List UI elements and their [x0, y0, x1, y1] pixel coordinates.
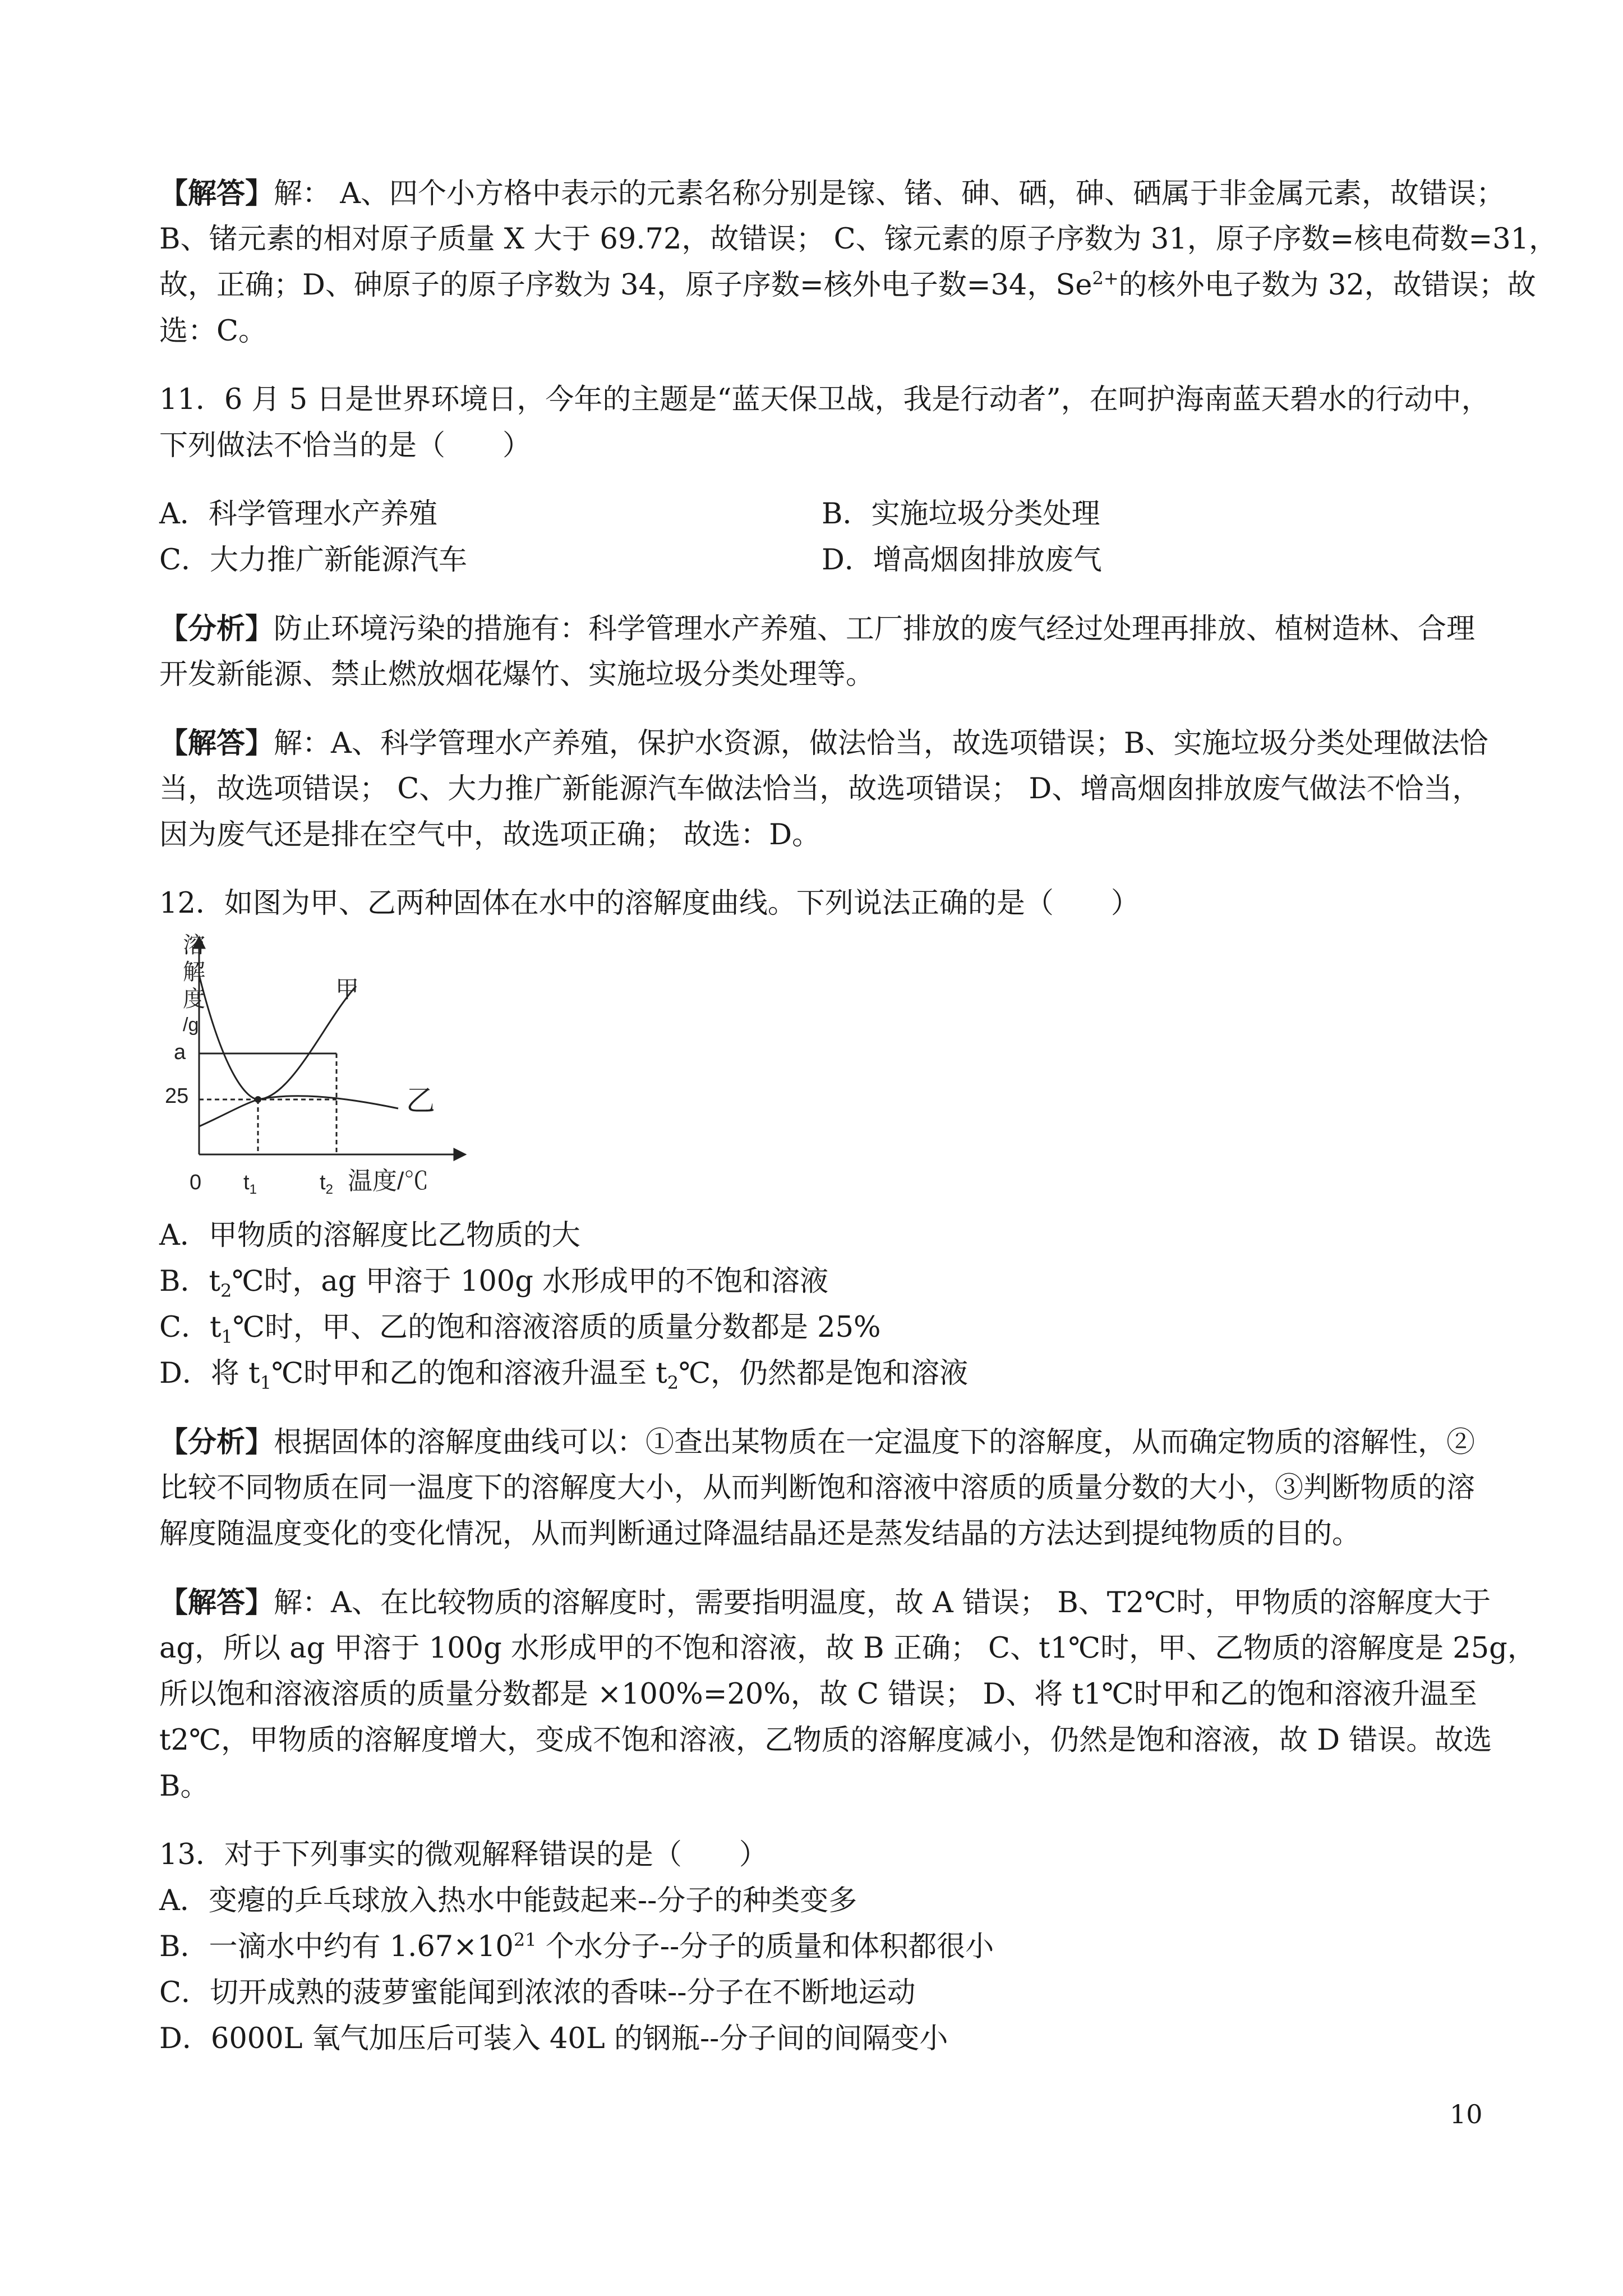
x-tick-label-t1: $t_1$	[243, 1171, 257, 1197]
q12-answer-line-5: B。	[159, 1770, 209, 1803]
q12-option-c: C．$t_1℃$时，甲、乙的饱和溶液溶质的质量分数都是 25%	[159, 1311, 881, 1348]
curve-jia	[199, 975, 356, 1099]
y-axis-label-unit: /g	[183, 1014, 199, 1036]
origin-label: 0	[190, 1171, 202, 1194]
q13-option-d: D．6000L 氧气加压后可装入 40L 的钢瓶--分子间的间隔变小	[159, 2022, 948, 2055]
q11-answer-line-1: 【解答】解：A、科学管理水产养殖，保护水资源，做法恰当，故选项错误；B、实施垃圾分类处理做法恰	[159, 726, 1488, 760]
y-tick-label-a: a	[174, 1041, 186, 1064]
q11-answer-line-3: 因为废气还是排在空气中，故选项正确； 故选：D。	[159, 818, 821, 852]
q11-option-d: D．增高烟囱排放废气	[822, 544, 1102, 577]
q12-answer-line-4: t2℃，甲物质的溶解度增大，变成不饱和溶液，乙物质的溶解度减小，仍然是饱和溶液，故 D 错误。故选	[159, 1724, 1492, 1757]
solubility-curve-graph	[165, 930, 477, 1205]
q12-analysis-line-1: 【分析】根据固体的溶解度曲线可以：①查出某物质在一定温度下的溶解度，从而确定物质的溶解性，②	[159, 1425, 1476, 1459]
q11-analysis-line-1: 【分析】防止环境污染的措施有：科学管理水产养殖、工厂排放的废气经过处理再排放、植树造林、合理	[159, 612, 1476, 646]
q12-analysis-line-2: 比较不同物质在同一温度下的溶解度大小，从而判断饱和溶液中溶质的质量分数的大小，③判断物质的溶	[159, 1471, 1476, 1504]
y-axis-label-char-3: 度	[183, 987, 205, 1011]
page-number: 10	[1450, 2099, 1483, 2129]
intersection-point	[255, 1096, 261, 1103]
q13-option-a: A．变瘪的乒乓球放入热水中能鼓起来--分子的种类变多	[159, 1884, 857, 1917]
q12-option-d: D．将 $t_1℃$时甲和乙的饱和溶液升温至 $t_2℃$，仍然都是饱和溶液	[159, 1357, 969, 1394]
q13-option-b: B．一滴水中约有 $1.67\times 10^{21}$ 个水分子--分子的质量和体积都很小	[159, 1929, 994, 1963]
q10-answer-line-3: 故，正确；D、砷原子的原子序数为 34，原子序数=核外电子数=34，$Se^{2+}$的核外电子数为 32，故错误；故	[159, 268, 1536, 302]
q11-answer-line-2: 当，故选项错误； C、大力推广新能源汽车做法恰当，故选项错误； D、增高烟囱排放废气做法不恰当，	[159, 772, 1481, 806]
q12-answer-line-2: ag，所以 ag 甲溶于 100g 水形成甲的不饱和溶液，故 B 正确； C、t1℃时，甲、乙物质的溶解度是 25g，	[159, 1632, 1536, 1665]
y-axis-label-char-2: 解	[183, 960, 205, 984]
curve-yi	[199, 1096, 398, 1126]
q11-stem-line-1: 11．6 月 5 日是世界环境日，今年的主题是“蓝天保卫战，我是行动者”，在呵护海南蓝天碧水的行动中，	[159, 383, 1490, 416]
y-axis-label-char-1: 溶	[183, 933, 205, 958]
q12-answer-line-3: 所以饱和溶液溶质的质量分数都是 ×100%=20%，故 C 错误； D、将 t1℃时甲和乙的饱和溶液升温至	[159, 1678, 1477, 1711]
q10-answer-line-4: 选：C。	[159, 315, 268, 348]
curve-label-yi: 乙	[406, 1085, 436, 1117]
q12-analysis-line-3: 解度随温度变化的变化情况，从而判断通过降温结晶还是蒸发结晶的方法达到提纯物质的目的。	[159, 1517, 1361, 1550]
q12-answer-line-1: 【解答】解：A、在比较物质的溶解度时，需要指明温度，故 A 错误； B、T2℃时，甲物质的溶解度大于	[159, 1586, 1491, 1619]
q11-option-c: C．大力推广新能源汽车	[159, 544, 468, 577]
curve-label-jia: 甲	[335, 976, 359, 1002]
x-tick-label-t2: $t_2$	[320, 1171, 333, 1197]
q13-option-c: C．切开成熟的菠萝蜜能闻到浓浓的香味--分子在不断地运动	[159, 1976, 916, 2009]
q13-stem: 13．对于下列事实的微观解释错误的是（ ）	[159, 1838, 768, 1871]
q12-option-a: A．甲物质的溶解度比乙物质的大	[159, 1219, 580, 1252]
q11-analysis-line-2: 开发新能源、禁止燃放烟花爆竹、实施垃圾分类处理等。	[159, 658, 875, 691]
q12-stem: 12．如图为甲、乙两种固体在水中的溶解度曲线。下列说法正确的是（ ）	[159, 887, 1140, 920]
q11-option-b: B．实施垃圾分类处理	[822, 498, 1100, 531]
q10-answer-line-2: B、锗元素的相对原子质量 X 大于 69.72，故错误； C、镓元素的原子序数为 31，原子序数=核电荷数=31，	[159, 223, 1558, 256]
q12-option-b: B．$t_2℃$时，ag 甲溶于 100g 水形成甲的不饱和溶液	[159, 1265, 829, 1302]
y-tick-label-25: 25	[165, 1084, 189, 1108]
q10-answer-line-1: 【解答】解： A、四个小方格中表示的元素名称分别是镓、锗、砷、硒，砷、硒属于非金属元素，故错误；	[159, 177, 1505, 210]
q11-option-a: A．科学管理水产养殖	[159, 498, 437, 531]
q11-stem-line-2: 下列做法不恰当的是（ ）	[159, 429, 532, 462]
x-axis-label: 温度/℃	[348, 1167, 429, 1195]
